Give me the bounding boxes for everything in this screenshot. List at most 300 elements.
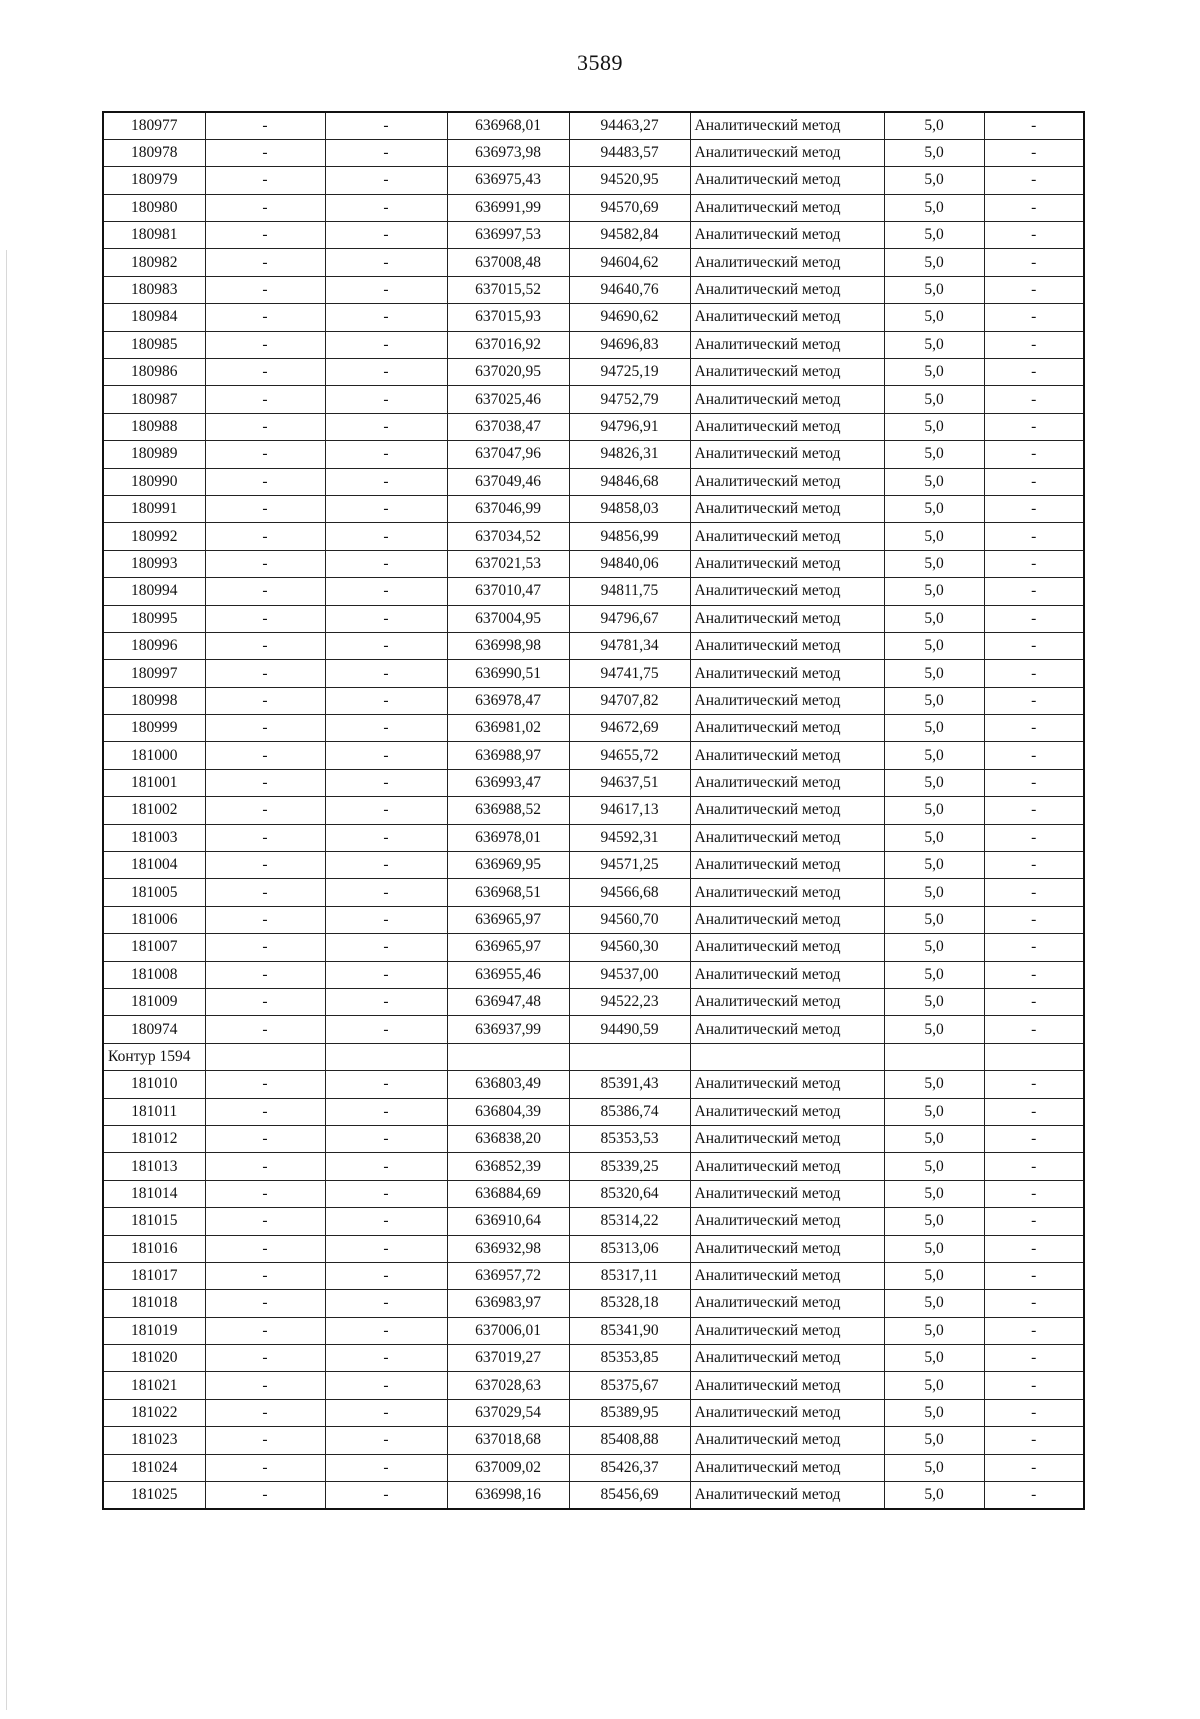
- point-number-cell: 180996: [103, 632, 205, 659]
- column-2-cell: -: [205, 632, 325, 659]
- table-row: [103, 1098, 1084, 1125]
- column-2-cell: -: [205, 276, 325, 303]
- x-coordinate-cell: 637015,52: [447, 276, 569, 303]
- column-3-cell: -: [325, 1454, 447, 1481]
- table-row: [103, 1180, 1084, 1207]
- y-coordinate-cell: 94463,27: [569, 112, 690, 139]
- point-number-cell: 181010: [103, 1071, 205, 1098]
- y-coordinate-cell: 85317,11: [569, 1262, 690, 1289]
- table-row: [103, 359, 1084, 386]
- method-cell: Аналитический метод: [690, 1317, 884, 1344]
- column-2-cell: -: [205, 304, 325, 331]
- x-coordinate-cell: 637034,52: [447, 523, 569, 550]
- x-coordinate-cell: 636965,97: [447, 906, 569, 933]
- column-8-cell: -: [984, 605, 1084, 632]
- column-3-cell: -: [325, 1262, 447, 1289]
- method-cell: Аналитический метод: [690, 523, 884, 550]
- point-number-cell: 180978: [103, 139, 205, 166]
- point-number-cell: 180987: [103, 386, 205, 413]
- accuracy-cell: 5,0: [884, 797, 984, 824]
- column-2-cell: -: [205, 1345, 325, 1372]
- table-row: [103, 1317, 1084, 1344]
- point-number-cell: 181013: [103, 1153, 205, 1180]
- method-cell: Аналитический метод: [690, 1016, 884, 1043]
- column-8-cell: -: [984, 1399, 1084, 1426]
- y-coordinate-cell: 85341,90: [569, 1317, 690, 1344]
- x-coordinate-cell: 636969,95: [447, 852, 569, 879]
- accuracy-cell: 5,0: [884, 194, 984, 221]
- column-3-cell: -: [325, 824, 447, 851]
- x-coordinate-cell: 636804,39: [447, 1098, 569, 1125]
- column-2-cell: -: [205, 1180, 325, 1207]
- x-coordinate-cell: 637016,92: [447, 331, 569, 358]
- column-8-cell: -: [984, 687, 1084, 714]
- y-coordinate-cell: 94640,76: [569, 276, 690, 303]
- accuracy-cell: 5,0: [884, 386, 984, 413]
- y-coordinate-cell: 94811,75: [569, 578, 690, 605]
- page-number: 3589: [577, 50, 623, 75]
- empty-cell: [884, 1043, 984, 1070]
- column-8-cell: -: [984, 1317, 1084, 1344]
- x-coordinate-cell: 636884,69: [447, 1180, 569, 1207]
- x-coordinate-cell: 636965,97: [447, 934, 569, 961]
- method-cell: Аналитический метод: [690, 413, 884, 440]
- table-row: [103, 989, 1084, 1016]
- column-3-cell: -: [325, 1098, 447, 1125]
- y-coordinate-cell: 85375,67: [569, 1372, 690, 1399]
- empty-cell: [569, 1043, 690, 1070]
- accuracy-cell: 5,0: [884, 1427, 984, 1454]
- accuracy-cell: 5,0: [884, 660, 984, 687]
- column-8-cell: -: [984, 468, 1084, 495]
- y-coordinate-cell: 94840,06: [569, 550, 690, 577]
- table-row: [103, 715, 1084, 742]
- y-coordinate-cell: 94592,31: [569, 824, 690, 851]
- table-row: [103, 167, 1084, 194]
- column-2-cell: -: [205, 906, 325, 933]
- x-coordinate-cell: 636988,52: [447, 797, 569, 824]
- column-2-cell: -: [205, 824, 325, 851]
- column-3-cell: -: [325, 632, 447, 659]
- column-3-cell: -: [325, 961, 447, 988]
- point-number-cell: 180985: [103, 331, 205, 358]
- column-2-cell: -: [205, 742, 325, 769]
- table-row: [103, 386, 1084, 413]
- accuracy-cell: 5,0: [884, 413, 984, 440]
- point-number-cell: 180999: [103, 715, 205, 742]
- column-2-cell: -: [205, 523, 325, 550]
- column-2-cell: -: [205, 139, 325, 166]
- accuracy-cell: 5,0: [884, 304, 984, 331]
- y-coordinate-cell: 94690,62: [569, 304, 690, 331]
- y-coordinate-cell: 94655,72: [569, 742, 690, 769]
- column-3-cell: -: [325, 852, 447, 879]
- table-row: [103, 222, 1084, 249]
- table-row: [103, 249, 1084, 276]
- point-number-cell: 181007: [103, 934, 205, 961]
- column-2-cell: -: [205, 1454, 325, 1481]
- table-row: [103, 468, 1084, 495]
- column-3-cell: -: [325, 797, 447, 824]
- y-coordinate-cell: 85391,43: [569, 1071, 690, 1098]
- table-row: [103, 1016, 1084, 1043]
- y-coordinate-cell: 94582,84: [569, 222, 690, 249]
- accuracy-cell: 5,0: [884, 331, 984, 358]
- method-cell: Аналитический метод: [690, 1427, 884, 1454]
- y-coordinate-cell: 85426,37: [569, 1454, 690, 1481]
- point-number-cell: 180986: [103, 359, 205, 386]
- table-row: [103, 742, 1084, 769]
- accuracy-cell: 5,0: [884, 1153, 984, 1180]
- point-number-cell: 181005: [103, 879, 205, 906]
- accuracy-cell: 5,0: [884, 742, 984, 769]
- y-coordinate-cell: 94566,68: [569, 879, 690, 906]
- point-number-cell: 181019: [103, 1317, 205, 1344]
- table-row: [103, 495, 1084, 522]
- table-group-row: [103, 1043, 1084, 1070]
- x-coordinate-cell: 637006,01: [447, 1317, 569, 1344]
- column-3-cell: -: [325, 550, 447, 577]
- column-8-cell: -: [984, 769, 1084, 796]
- column-8-cell: -: [984, 1235, 1084, 1262]
- column-3-cell: -: [325, 468, 447, 495]
- method-cell: Аналитический метод: [690, 1482, 884, 1509]
- accuracy-cell: 5,0: [884, 1454, 984, 1481]
- table-row: [103, 112, 1084, 139]
- coordinates-table: [102, 111, 1085, 1510]
- column-2-cell: -: [205, 495, 325, 522]
- table-row: [103, 331, 1084, 358]
- table-row: [103, 852, 1084, 879]
- accuracy-cell: 5,0: [884, 468, 984, 495]
- method-cell: Аналитический метод: [690, 276, 884, 303]
- accuracy-cell: 5,0: [884, 852, 984, 879]
- x-coordinate-cell: 637015,93: [447, 304, 569, 331]
- column-2-cell: -: [205, 715, 325, 742]
- scan-edge-line: [6, 250, 7, 1710]
- point-number-cell: 181021: [103, 1372, 205, 1399]
- point-number-cell: 180984: [103, 304, 205, 331]
- method-cell: Аналитический метод: [690, 824, 884, 851]
- method-cell: Аналитический метод: [690, 359, 884, 386]
- method-cell: Аналитический метод: [690, 660, 884, 687]
- table-row: [103, 660, 1084, 687]
- point-number-cell: 181014: [103, 1180, 205, 1207]
- column-3-cell: -: [325, 441, 447, 468]
- table-row: [103, 1372, 1084, 1399]
- column-8-cell: -: [984, 495, 1084, 522]
- point-number-cell: 180998: [103, 687, 205, 714]
- column-8-cell: -: [984, 632, 1084, 659]
- x-coordinate-cell: 637019,27: [447, 1345, 569, 1372]
- point-number-cell: 180974: [103, 1016, 205, 1043]
- accuracy-cell: 5,0: [884, 824, 984, 851]
- column-3-cell: -: [325, 1125, 447, 1152]
- column-3-cell: -: [325, 523, 447, 550]
- y-coordinate-cell: 94490,59: [569, 1016, 690, 1043]
- table-row: [103, 523, 1084, 550]
- x-coordinate-cell: 637047,96: [447, 441, 569, 468]
- accuracy-cell: 5,0: [884, 1180, 984, 1207]
- point-number-cell: 180982: [103, 249, 205, 276]
- x-coordinate-cell: 637009,02: [447, 1454, 569, 1481]
- x-coordinate-cell: 636998,16: [447, 1482, 569, 1509]
- column-8-cell: -: [984, 1071, 1084, 1098]
- method-cell: Аналитический метод: [690, 1399, 884, 1426]
- column-8-cell: -: [984, 934, 1084, 961]
- accuracy-cell: 5,0: [884, 441, 984, 468]
- y-coordinate-cell: 85314,22: [569, 1208, 690, 1235]
- y-coordinate-cell: 94725,19: [569, 359, 690, 386]
- table-row: [103, 687, 1084, 714]
- x-coordinate-cell: 636978,47: [447, 687, 569, 714]
- x-coordinate-cell: 636973,98: [447, 139, 569, 166]
- point-number-cell: 181024: [103, 1454, 205, 1481]
- method-cell: Аналитический метод: [690, 1372, 884, 1399]
- x-coordinate-cell: 636955,46: [447, 961, 569, 988]
- column-2-cell: -: [205, 578, 325, 605]
- method-cell: Аналитический метод: [690, 797, 884, 824]
- method-cell: Аналитический метод: [690, 1290, 884, 1317]
- x-coordinate-cell: 636988,97: [447, 742, 569, 769]
- column-2-cell: -: [205, 1317, 325, 1344]
- empty-cell: [690, 1043, 884, 1070]
- method-cell: Аналитический метод: [690, 167, 884, 194]
- column-2-cell: -: [205, 605, 325, 632]
- column-8-cell: -: [984, 550, 1084, 577]
- y-coordinate-cell: 94846,68: [569, 468, 690, 495]
- table-row: [103, 304, 1084, 331]
- column-3-cell: -: [325, 660, 447, 687]
- y-coordinate-cell: 94483,57: [569, 139, 690, 166]
- column-3-cell: -: [325, 1482, 447, 1509]
- x-coordinate-cell: 637008,48: [447, 249, 569, 276]
- table-row: [103, 1290, 1084, 1317]
- x-coordinate-cell: 636975,43: [447, 167, 569, 194]
- x-coordinate-cell: 637004,95: [447, 605, 569, 632]
- column-3-cell: -: [325, 1208, 447, 1235]
- point-number-cell: 181012: [103, 1125, 205, 1152]
- accuracy-cell: 5,0: [884, 249, 984, 276]
- column-8-cell: -: [984, 359, 1084, 386]
- y-coordinate-cell: 94752,79: [569, 386, 690, 413]
- column-2-cell: -: [205, 194, 325, 221]
- column-8-cell: -: [984, 304, 1084, 331]
- column-3-cell: -: [325, 112, 447, 139]
- column-2-cell: -: [205, 961, 325, 988]
- method-cell: Аналитический метод: [690, 934, 884, 961]
- method-cell: Аналитический метод: [690, 468, 884, 495]
- column-2-cell: -: [205, 1262, 325, 1289]
- column-3-cell: -: [325, 249, 447, 276]
- table-row: [103, 1482, 1084, 1509]
- accuracy-cell: 5,0: [884, 167, 984, 194]
- x-coordinate-cell: 636937,99: [447, 1016, 569, 1043]
- method-cell: Аналитический метод: [690, 386, 884, 413]
- y-coordinate-cell: 85339,25: [569, 1153, 690, 1180]
- table-row: [103, 906, 1084, 933]
- y-coordinate-cell: 94520,95: [569, 167, 690, 194]
- y-coordinate-cell: 94781,34: [569, 632, 690, 659]
- column-2-cell: -: [205, 1372, 325, 1399]
- y-coordinate-cell: 85313,06: [569, 1235, 690, 1262]
- x-coordinate-cell: 637046,99: [447, 495, 569, 522]
- column-8-cell: -: [984, 167, 1084, 194]
- column-8-cell: -: [984, 276, 1084, 303]
- column-3-cell: -: [325, 742, 447, 769]
- column-2-cell: -: [205, 331, 325, 358]
- table-row: [103, 1153, 1084, 1180]
- method-cell: Аналитический метод: [690, 139, 884, 166]
- empty-cell: [205, 1043, 325, 1070]
- column-8-cell: -: [984, 386, 1084, 413]
- accuracy-cell: 5,0: [884, 1262, 984, 1289]
- point-number-cell: 181009: [103, 989, 205, 1016]
- x-coordinate-cell: 637018,68: [447, 1427, 569, 1454]
- point-number-cell: 181001: [103, 769, 205, 796]
- y-coordinate-cell: 94570,69: [569, 194, 690, 221]
- x-coordinate-cell: 636852,39: [447, 1153, 569, 1180]
- column-3-cell: -: [325, 276, 447, 303]
- column-8-cell: -: [984, 1153, 1084, 1180]
- method-cell: Аналитический метод: [690, 194, 884, 221]
- y-coordinate-cell: 94696,83: [569, 331, 690, 358]
- column-3-cell: -: [325, 359, 447, 386]
- y-coordinate-cell: 94571,25: [569, 852, 690, 879]
- column-8-cell: -: [984, 1345, 1084, 1372]
- x-coordinate-cell: 637010,47: [447, 578, 569, 605]
- y-coordinate-cell: 94537,00: [569, 961, 690, 988]
- accuracy-cell: 5,0: [884, 769, 984, 796]
- method-cell: Аналитический метод: [690, 495, 884, 522]
- column-8-cell: -: [984, 961, 1084, 988]
- point-number-cell: 181016: [103, 1235, 205, 1262]
- y-coordinate-cell: 94741,75: [569, 660, 690, 687]
- table-row: [103, 1235, 1084, 1262]
- table-row: [103, 1427, 1084, 1454]
- column-2-cell: -: [205, 1427, 325, 1454]
- accuracy-cell: 5,0: [884, 687, 984, 714]
- table-row: [103, 441, 1084, 468]
- method-cell: Аналитический метод: [690, 1071, 884, 1098]
- column-8-cell: -: [984, 1372, 1084, 1399]
- empty-cell: [984, 1043, 1084, 1070]
- empty-cell: [447, 1043, 569, 1070]
- point-number-cell: 181004: [103, 852, 205, 879]
- accuracy-cell: 5,0: [884, 1345, 984, 1372]
- column-8-cell: -: [984, 660, 1084, 687]
- y-coordinate-cell: 94858,03: [569, 495, 690, 522]
- point-number-cell: 180979: [103, 167, 205, 194]
- column-8-cell: -: [984, 1290, 1084, 1317]
- point-number-cell: 180977: [103, 112, 205, 139]
- x-coordinate-cell: 636947,48: [447, 989, 569, 1016]
- accuracy-cell: 5,0: [884, 1317, 984, 1344]
- method-cell: Аналитический метод: [690, 1180, 884, 1207]
- accuracy-cell: 5,0: [884, 1071, 984, 1098]
- point-number-cell: 180993: [103, 550, 205, 577]
- column-3-cell: -: [325, 715, 447, 742]
- table-row: [103, 413, 1084, 440]
- accuracy-cell: 5,0: [884, 1372, 984, 1399]
- point-number-cell: 180988: [103, 413, 205, 440]
- accuracy-cell: 5,0: [884, 1235, 984, 1262]
- point-number-cell: 181003: [103, 824, 205, 851]
- column-8-cell: -: [984, 797, 1084, 824]
- x-coordinate-cell: 636997,53: [447, 222, 569, 249]
- accuracy-cell: 5,0: [884, 906, 984, 933]
- table-row: [103, 1208, 1084, 1235]
- y-coordinate-cell: 85328,18: [569, 1290, 690, 1317]
- column-3-cell: -: [325, 1153, 447, 1180]
- table-row: [103, 194, 1084, 221]
- column-2-cell: -: [205, 989, 325, 1016]
- x-coordinate-cell: 636993,47: [447, 769, 569, 796]
- column-8-cell: -: [984, 1098, 1084, 1125]
- column-2-cell: -: [205, 1153, 325, 1180]
- method-cell: Аналитический метод: [690, 879, 884, 906]
- table-row: [103, 934, 1084, 961]
- table-row: [103, 578, 1084, 605]
- column-3-cell: -: [325, 1345, 447, 1372]
- point-number-cell: 181020: [103, 1345, 205, 1372]
- column-8-cell: -: [984, 824, 1084, 851]
- table-row: [103, 632, 1084, 659]
- table-row: [103, 824, 1084, 851]
- point-number-cell: 180992: [103, 523, 205, 550]
- column-8-cell: -: [984, 194, 1084, 221]
- column-3-cell: -: [325, 1372, 447, 1399]
- point-number-cell: 181002: [103, 797, 205, 824]
- column-8-cell: -: [984, 1208, 1084, 1235]
- table-row: [103, 550, 1084, 577]
- column-8-cell: -: [984, 1180, 1084, 1207]
- column-3-cell: -: [325, 906, 447, 933]
- column-3-cell: -: [325, 989, 447, 1016]
- accuracy-cell: 5,0: [884, 934, 984, 961]
- y-coordinate-cell: 85456,69: [569, 1482, 690, 1509]
- y-coordinate-cell: 94617,13: [569, 797, 690, 824]
- column-8-cell: -: [984, 523, 1084, 550]
- y-coordinate-cell: 85408,88: [569, 1427, 690, 1454]
- column-3-cell: -: [325, 769, 447, 796]
- method-cell: Аналитический метод: [690, 1454, 884, 1481]
- accuracy-cell: 5,0: [884, 523, 984, 550]
- method-cell: Аналитический метод: [690, 441, 884, 468]
- method-cell: Аналитический метод: [690, 769, 884, 796]
- point-number-cell: 181006: [103, 906, 205, 933]
- column-8-cell: -: [984, 742, 1084, 769]
- method-cell: Аналитический метод: [690, 605, 884, 632]
- column-2-cell: -: [205, 112, 325, 139]
- point-number-cell: 180991: [103, 495, 205, 522]
- method-cell: Аналитический метод: [690, 1345, 884, 1372]
- table-row: [103, 605, 1084, 632]
- column-3-cell: -: [325, 934, 447, 961]
- x-coordinate-cell: 636968,01: [447, 112, 569, 139]
- x-coordinate-cell: 636981,02: [447, 715, 569, 742]
- column-3-cell: -: [325, 194, 447, 221]
- x-coordinate-cell: 637028,63: [447, 1372, 569, 1399]
- column-3-cell: -: [325, 413, 447, 440]
- y-coordinate-cell: 94856,99: [569, 523, 690, 550]
- column-8-cell: -: [984, 578, 1084, 605]
- column-8-cell: -: [984, 1482, 1084, 1509]
- column-8-cell: -: [984, 852, 1084, 879]
- x-coordinate-cell: 636910,64: [447, 1208, 569, 1235]
- x-coordinate-cell: 636998,98: [447, 632, 569, 659]
- column-8-cell: -: [984, 906, 1084, 933]
